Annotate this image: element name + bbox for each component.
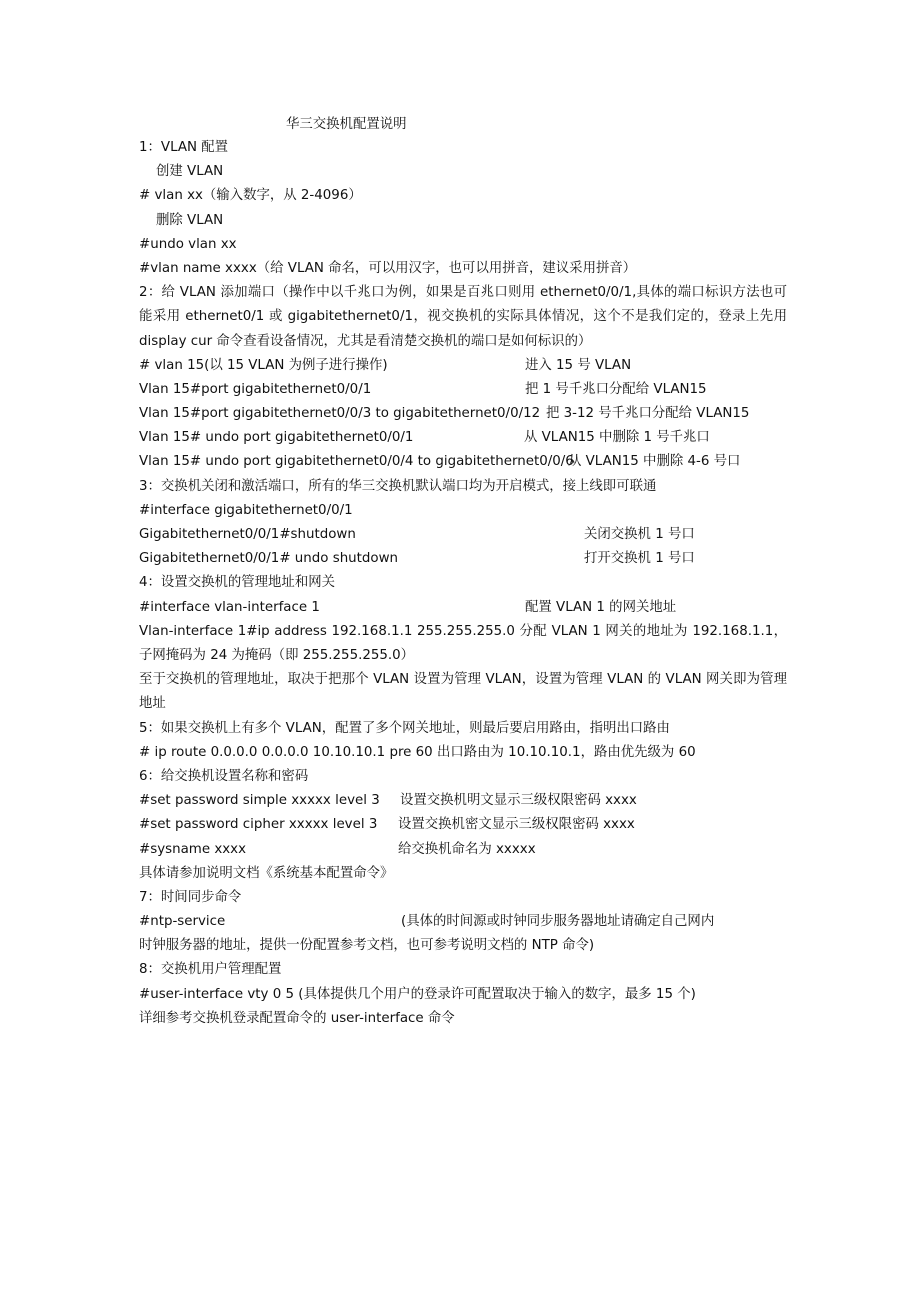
command-description: 把 1 号千兆口分配给 VLAN15 [525,381,707,397]
command-description: 把 3-12 号千兆口分配给 VLAN15 [546,406,750,422]
command-text: #set password simple xxxxx level 3 [139,793,380,809]
section-2-paragraph: 2：给 VLAN 添加端口（操作中以千兆口为例，如果是百兆口则用 ethernet0/0/1,具体的端口标识方法也可能采用 ethernet0/1 或 gigabitethernet0/1，视交换机的实际具体情况，这个不是我们定的，登录上先用 display cur 命令查看设备情况，尤其是看清楚交换机的端口是如何标识的） [139,285,787,349]
reference-note: 具体请参加说明文档《系统基本配置命令》 [139,865,394,881]
section-5-heading: 5：如果交换机上有多个 VLAN，配置了多个网关地址，则最后要启用路由，指明出口路由 [139,720,670,736]
command-description: 从 VLAN15 中删除 1 号千兆口 [524,430,710,446]
create-vlan-label: 创建 VLAN [156,164,224,180]
page-title: 华三交换机配置说明 [286,117,407,132]
command-text: Gigabitethernet0/0/1#shutdown [139,527,356,543]
command-description: 关闭交换机 1 号口 [584,527,695,543]
command-text: Gigabitethernet0/0/1# undo shutdown [139,551,399,567]
command-row [139,426,787,450]
command-text: Vlan 15#port gigabitethernet0/0/3 to gigabitethernet0/0/12 [139,406,541,422]
command-description: 设置交换机明文显示三级权限密码 xxxx [400,793,637,809]
command-text: Vlan 15# undo port gigabitethernet0/0/4 to gigabitethernet0/0/6 [139,454,574,470]
command-row [139,450,787,474]
command-row [139,596,787,620]
command-description: 打开交换机 1 号口 [584,551,695,567]
ip-route-command: # ip route 0.0.0.0 0.0.0.0 10.10.10.1 pre 60 出口路由为 10.10.10.1，路由优先级为 60 [139,744,696,760]
section-4-heading: 4：设置交换机的管理地址和网关 [139,575,335,591]
command-text: Vlan 15#port gigabitethernet0/0/1 [139,381,372,397]
command-text: #interface vlan-interface 1 [139,599,320,615]
command-text: #sysname xxxx [139,841,247,857]
section-8-heading: 8：交换机用户管理配置 [139,962,282,978]
command-row [139,789,787,813]
command-description: (具体的时间源或时钟同步服务器地址请确定自己网内 [401,914,715,930]
command-row [139,378,787,402]
command-description: 给交换机命名为 xxxxx [398,841,536,857]
command-description: 配置 VLAN 1 的网关地址 [525,599,677,615]
management-address-note: 至于交换机的管理地址，取决于把那个 VLAN 设置为管理 VLAN，设置为管理 VLAN 的 VLAN 网关即为管理地址 [139,672,787,712]
command-row [139,402,787,426]
ntp-continuation: 时钟服务器的地址，提供一份配置参考文档，也可参考说明文档的 NTP 命令) [139,938,595,954]
interface-command: #interface gigabitethernet0/0/1 [139,502,353,518]
command-row [139,547,787,571]
command-description: 进入 15 号 VLAN [525,357,632,373]
section-6-heading: 6：给交换机设置名称和密码 [139,768,309,784]
command-description: 设置交换机密文显示三级权限密码 xxxx [398,817,635,833]
command-row [139,813,787,837]
vlan-name-command: #vlan name xxxx（给 VLAN 命名，可以用汉字，也可以用拼音，建议采用拼音） [139,260,637,276]
command-row [139,838,787,862]
command-row [139,523,787,547]
command-text: Vlan 15# undo port gigabitethernet0/0/1 [139,430,414,446]
reference-note: 详细参考交换机登录配置命令的 user-interface 命令 [139,1010,455,1026]
command-text: # vlan 15(以 15 VLAN 为例子进行操作) [139,357,388,373]
command-text: #set password cipher xxxxx level 3 [139,817,378,833]
section-7-heading: 7：时间同步命令 [139,889,242,905]
section-3-heading: 3：交换机关闭和激活端口，所有的华三交换机默认端口均为开启模式，接上线即可联通 [139,478,657,494]
delete-vlan-label: 删除 VLAN [156,212,224,228]
document-body [139,136,787,1031]
vlan-command: # vlan xx（输入数字，从 2-4096） [139,188,362,204]
user-interface-command: #user-interface vty 0 5 (具体提供几个用户的登录许可配置取决于输入的数字，最多 15 个) [139,986,696,1002]
ip-address-paragraph: Vlan-interface 1#ip address 192.168.1.1 255.255.255.0 分配 VLAN 1 网关的地址为 192.168.1.1，子网掩码为 24 为掩码（即 255.255.255.0） [139,623,787,663]
command-text: #ntp-service [139,914,226,930]
undo-vlan-command: #undo vlan xx [139,236,237,252]
command-description: 从 VLAN15 中删除 4-6 号口 [568,454,741,470]
command-row [139,910,787,934]
section-1-heading: 1：VLAN 配置 [139,140,229,155]
command-row [139,354,787,378]
